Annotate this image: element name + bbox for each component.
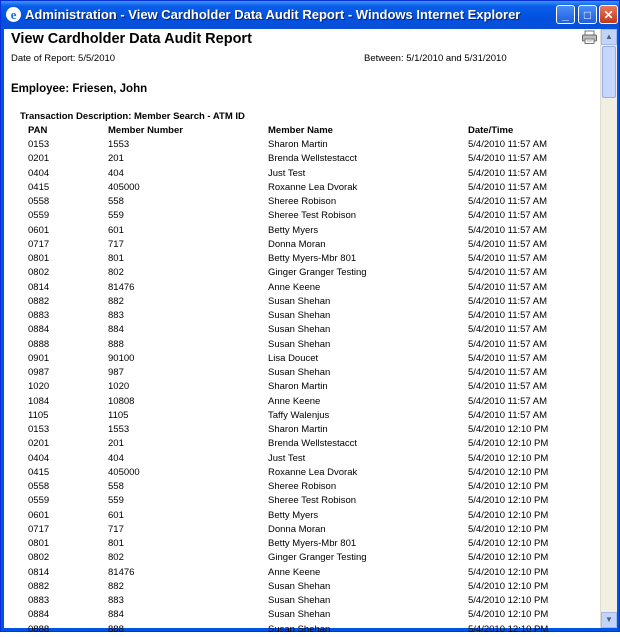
- maximize-button[interactable]: □: [578, 5, 597, 24]
- cell-date-time: 5/4/2010 12:10 PM: [468, 481, 549, 493]
- cell-member-name: Susan Shehan: [268, 609, 331, 621]
- cell-pan: 0884: [28, 609, 50, 621]
- cell-member-number: 1020: [108, 381, 130, 393]
- cell-date-time: 5/4/2010 12:10 PM: [468, 466, 549, 478]
- cell-date-time: 5/4/2010 12:10 PM: [468, 566, 549, 578]
- cell-pan: 0802: [28, 552, 50, 564]
- cell-member-number: 558: [108, 196, 124, 208]
- cell-member-name: Susan Shehan: [268, 580, 331, 592]
- cell-member-number: 10808: [108, 395, 135, 407]
- cell-member-number: 90100: [108, 352, 135, 364]
- cell-pan: 0901: [28, 352, 50, 364]
- table-row: [4, 523, 600, 537]
- cell-member-number: 801: [108, 253, 124, 265]
- cell-pan: 0888: [28, 623, 50, 635]
- vertical-scrollbar[interactable]: [600, 29, 617, 628]
- table-row: [4, 181, 600, 195]
- table-row: [4, 480, 600, 494]
- cell-member-name: Anne Keene: [268, 281, 321, 293]
- table-row: [4, 295, 600, 309]
- cell-pan: 0559: [28, 495, 50, 507]
- cell-member-name: Just Test: [268, 167, 306, 179]
- cell-member-name: Ginger Granger Testing: [268, 552, 367, 564]
- cell-member-number: 888: [108, 623, 124, 635]
- cell-member-name: Susan Shehan: [268, 623, 331, 635]
- cell-member-name: Susan Shehan: [268, 338, 331, 350]
- cell-member-number: 405000: [108, 466, 140, 478]
- cell-member-number: 404: [108, 452, 124, 464]
- cell-pan: 1020: [28, 381, 50, 393]
- cell-member-number: 884: [108, 609, 124, 621]
- cell-date-time: 5/4/2010 11:57 AM: [468, 139, 548, 151]
- cell-pan: 0814: [28, 566, 50, 578]
- cell-date-time: 5/4/2010 11:57 AM: [468, 338, 548, 350]
- cell-date-time: 5/4/2010 12:10 PM: [468, 495, 549, 507]
- cell-member-number: 882: [108, 580, 124, 592]
- cell-date-time: 5/4/2010 11:57 AM: [468, 153, 548, 165]
- cell-date-time: 5/4/2010 11:57 AM: [468, 238, 548, 250]
- cell-member-number: 801: [108, 538, 124, 550]
- cell-member-name: Sharon Martin: [268, 381, 328, 393]
- column-header-member-number: Member Number: [108, 125, 183, 136]
- cell-pan: 0404: [28, 452, 50, 464]
- cell-pan: 0558: [28, 481, 50, 493]
- cell-member-number: 717: [108, 523, 124, 535]
- cell-member-name: Anne Keene: [268, 395, 321, 407]
- cell-date-time: 5/4/2010 11:57 AM: [468, 181, 548, 193]
- cell-date-time: 5/4/2010 11:57 AM: [468, 267, 548, 279]
- cell-pan: 0888: [28, 338, 50, 350]
- scroll-thumb[interactable]: [602, 46, 616, 98]
- table-row: [4, 623, 600, 637]
- cell-member-name: Roxanne Lea Dvorak: [268, 181, 358, 193]
- cell-pan: 1084: [28, 395, 50, 407]
- cell-member-name: Betty Myers: [268, 509, 319, 521]
- table-row: [4, 352, 600, 366]
- cell-date-time: 5/4/2010 11:57 AM: [468, 395, 548, 407]
- cell-member-number: 987: [108, 367, 124, 379]
- cell-pan: 0802: [28, 267, 50, 279]
- cell-date-time: 5/4/2010 11:57 AM: [468, 196, 548, 208]
- cell-pan: 0801: [28, 538, 50, 550]
- table-row: [4, 238, 600, 252]
- cell-pan: 1105: [28, 409, 49, 421]
- table-row: [4, 594, 600, 608]
- ie-logo-icon: e: [6, 7, 21, 22]
- cell-member-number: 601: [108, 224, 124, 236]
- cell-pan: 0404: [28, 167, 50, 179]
- cell-pan: 0884: [28, 324, 50, 336]
- table-row: [4, 266, 600, 280]
- cell-member-name: Susan Shehan: [268, 324, 331, 336]
- cell-pan: 0153: [28, 424, 50, 436]
- cell-pan: 0717: [28, 238, 50, 250]
- cell-date-time: 5/4/2010 11:57 AM: [468, 210, 548, 222]
- close-button[interactable]: ✕: [599, 5, 618, 24]
- cell-member-number: 884: [108, 324, 124, 336]
- cell-member-name: Lisa Doucet: [268, 352, 319, 364]
- cell-member-number: 559: [108, 210, 124, 222]
- cell-pan: 0883: [28, 310, 50, 322]
- cell-pan: 0987: [28, 367, 50, 379]
- table-row: [4, 423, 600, 437]
- cell-pan: 0882: [28, 295, 50, 307]
- cell-member-number: 1105: [108, 409, 129, 421]
- cell-member-name: Sheree Robison: [268, 481, 337, 493]
- table-row: [4, 537, 600, 551]
- table-row: [4, 466, 600, 480]
- cell-pan: 0883: [28, 595, 50, 607]
- page-viewport: [4, 29, 616, 635]
- cell-member-name: Ginger Granger Testing: [268, 267, 367, 279]
- transaction-description: Transaction Description: Member Search - ATM ID: [20, 111, 245, 122]
- cell-member-name: Betty Myers: [268, 224, 319, 236]
- cell-member-name: Sheree Robison: [268, 196, 337, 208]
- cell-member-name: Brenda Wellstestacct: [268, 153, 358, 165]
- cell-member-number: 201: [108, 438, 124, 450]
- cell-member-name: Susan Shehan: [268, 367, 331, 379]
- column-header-date-time: Date/Time: [468, 125, 514, 136]
- cell-date-time: 5/4/2010 11:57 AM: [468, 367, 548, 379]
- cell-member-name: Taffy Walenjus: [268, 409, 330, 421]
- scroll-down-button[interactable]: ▼: [601, 612, 617, 628]
- cell-date-time: 5/4/2010 12:10 PM: [468, 623, 549, 635]
- cell-member-number: 1553: [108, 139, 130, 151]
- cell-pan: 0601: [28, 509, 50, 521]
- cell-date-time: 5/4/2010 12:10 PM: [468, 438, 549, 450]
- cell-date-time: 5/4/2010 11:57 AM: [468, 167, 548, 179]
- table-row: [4, 509, 600, 523]
- window-title: Administration - View Cardholder Data Audit Report - Windows Internet Explorer: [25, 7, 521, 22]
- cell-pan: 0717: [28, 523, 50, 535]
- cell-member-name: Sharon Martin: [268, 424, 328, 436]
- column-header-member-name: Member Name: [268, 125, 333, 136]
- cell-date-time: 5/4/2010 12:10 PM: [468, 538, 549, 550]
- cell-pan: 0559: [28, 210, 50, 222]
- printer-icon[interactable]: [582, 31, 597, 44]
- table-header-row: [4, 124, 600, 138]
- employee-heading: Employee: Friesen, John: [11, 83, 148, 95]
- cell-member-name: Betty Myers-Mbr 801: [268, 538, 357, 550]
- minimize-button[interactable]: _: [556, 5, 575, 24]
- cell-member-name: Susan Shehan: [268, 595, 331, 607]
- cell-pan: 0801: [28, 253, 50, 265]
- table-row: [4, 138, 600, 152]
- cell-member-name: Susan Shehan: [268, 310, 331, 322]
- cell-member-name: Donna Moran: [268, 238, 326, 250]
- report-content: [4, 29, 600, 635]
- cell-member-name: Sheree Test Robison: [268, 210, 357, 222]
- cell-member-number: 558: [108, 481, 124, 493]
- table-row: [4, 380, 600, 394]
- cell-date-time: 5/4/2010 12:10 PM: [468, 609, 549, 621]
- cell-member-number: 601: [108, 509, 124, 521]
- cell-member-name: Donna Moran: [268, 523, 326, 535]
- cell-date-time: 5/4/2010 11:57 AM: [468, 224, 548, 236]
- table-row: [4, 580, 600, 594]
- cell-date-time: 5/4/2010 12:10 PM: [468, 552, 549, 564]
- cell-member-number: 888: [108, 338, 124, 350]
- cell-pan: 0201: [28, 153, 50, 165]
- cell-pan: 0814: [28, 281, 50, 293]
- table-row: [4, 437, 600, 451]
- table-row: [4, 309, 600, 323]
- table-row: [4, 224, 600, 238]
- table-row: [4, 152, 600, 166]
- cell-date-time: 5/4/2010 12:10 PM: [468, 523, 549, 535]
- cell-pan: 0201: [28, 438, 50, 450]
- cell-member-name: Roxanne Lea Dvorak: [268, 466, 358, 478]
- table-row: [4, 566, 600, 580]
- cell-member-name: Anne Keene: [268, 566, 321, 578]
- table-row: [4, 323, 600, 337]
- cell-member-number: 81476: [108, 281, 135, 293]
- cell-date-time: 5/4/2010 12:10 PM: [468, 595, 549, 607]
- scroll-up-button[interactable]: ▲: [601, 29, 617, 45]
- cell-date-time: 5/4/2010 11:57 AM: [468, 310, 548, 322]
- cell-member-number: 201: [108, 153, 124, 165]
- cell-date-time: 5/4/2010 12:10 PM: [468, 424, 549, 436]
- table-row: [4, 608, 600, 622]
- audit-table-body: [4, 138, 600, 637]
- cell-pan: 0415: [28, 181, 50, 193]
- date-of-report: Date of Report: 5/5/2010: [11, 53, 116, 64]
- cell-member-number: 405000: [108, 181, 140, 193]
- cell-member-name: Susan Shehan: [268, 295, 331, 307]
- cell-date-time: 5/4/2010 12:10 PM: [468, 509, 549, 521]
- cell-member-number: 802: [108, 552, 124, 564]
- audit-table: [4, 124, 600, 637]
- cell-pan: 0153: [28, 139, 50, 151]
- cell-member-name: Just Test: [268, 452, 306, 464]
- cell-pan: 0882: [28, 580, 50, 592]
- cell-member-number: 404: [108, 167, 124, 179]
- cell-member-name: Sharon Martin: [268, 139, 328, 151]
- table-row: [4, 395, 600, 409]
- table-row: [4, 281, 600, 295]
- title-bar[interactable]: [1, 1, 619, 29]
- cell-member-number: 883: [108, 595, 124, 607]
- table-row: [4, 167, 600, 181]
- table-row: [4, 366, 600, 380]
- cell-member-name: Betty Myers-Mbr 801: [268, 253, 357, 265]
- cell-member-number: 802: [108, 267, 124, 279]
- page-title: View Cardholder Data Audit Report: [11, 31, 252, 47]
- cell-pan: 0558: [28, 196, 50, 208]
- table-row: [4, 338, 600, 352]
- cell-member-number: 1553: [108, 424, 130, 436]
- cell-date-time: 5/4/2010 11:57 AM: [468, 409, 548, 421]
- cell-member-name: Sheree Test Robison: [268, 495, 357, 507]
- table-row: [4, 452, 600, 466]
- table-row: [4, 195, 600, 209]
- cell-date-time: 5/4/2010 11:57 AM: [468, 295, 548, 307]
- table-row: [4, 252, 600, 266]
- cell-member-name: Brenda Wellstestacct: [268, 438, 358, 450]
- table-row: [4, 409, 600, 423]
- cell-date-time: 5/4/2010 12:10 PM: [468, 452, 549, 464]
- cell-date-time: 5/4/2010 11:57 AM: [468, 281, 548, 293]
- cell-date-time: 5/4/2010 11:57 AM: [468, 324, 548, 336]
- table-row: [4, 209, 600, 223]
- cell-member-number: 717: [108, 238, 124, 250]
- cell-member-number: 882: [108, 295, 124, 307]
- cell-member-number: 883: [108, 310, 124, 322]
- cell-date-time: 5/4/2010 12:10 PM: [468, 580, 549, 592]
- cell-date-time: 5/4/2010 11:57 AM: [468, 352, 548, 364]
- date-range: Between: 5/1/2010 and 5/31/2010: [364, 53, 507, 64]
- table-row: [4, 551, 600, 565]
- cell-pan: 0415: [28, 466, 50, 478]
- cell-member-number: 559: [108, 495, 124, 507]
- cell-pan: 0601: [28, 224, 50, 236]
- table-row: [4, 494, 600, 508]
- cell-member-number: 81476: [108, 566, 135, 578]
- cell-date-time: 5/4/2010 11:57 AM: [468, 253, 548, 265]
- cell-date-time: 5/4/2010 11:57 AM: [468, 381, 548, 393]
- column-header-pan: PAN: [28, 125, 48, 136]
